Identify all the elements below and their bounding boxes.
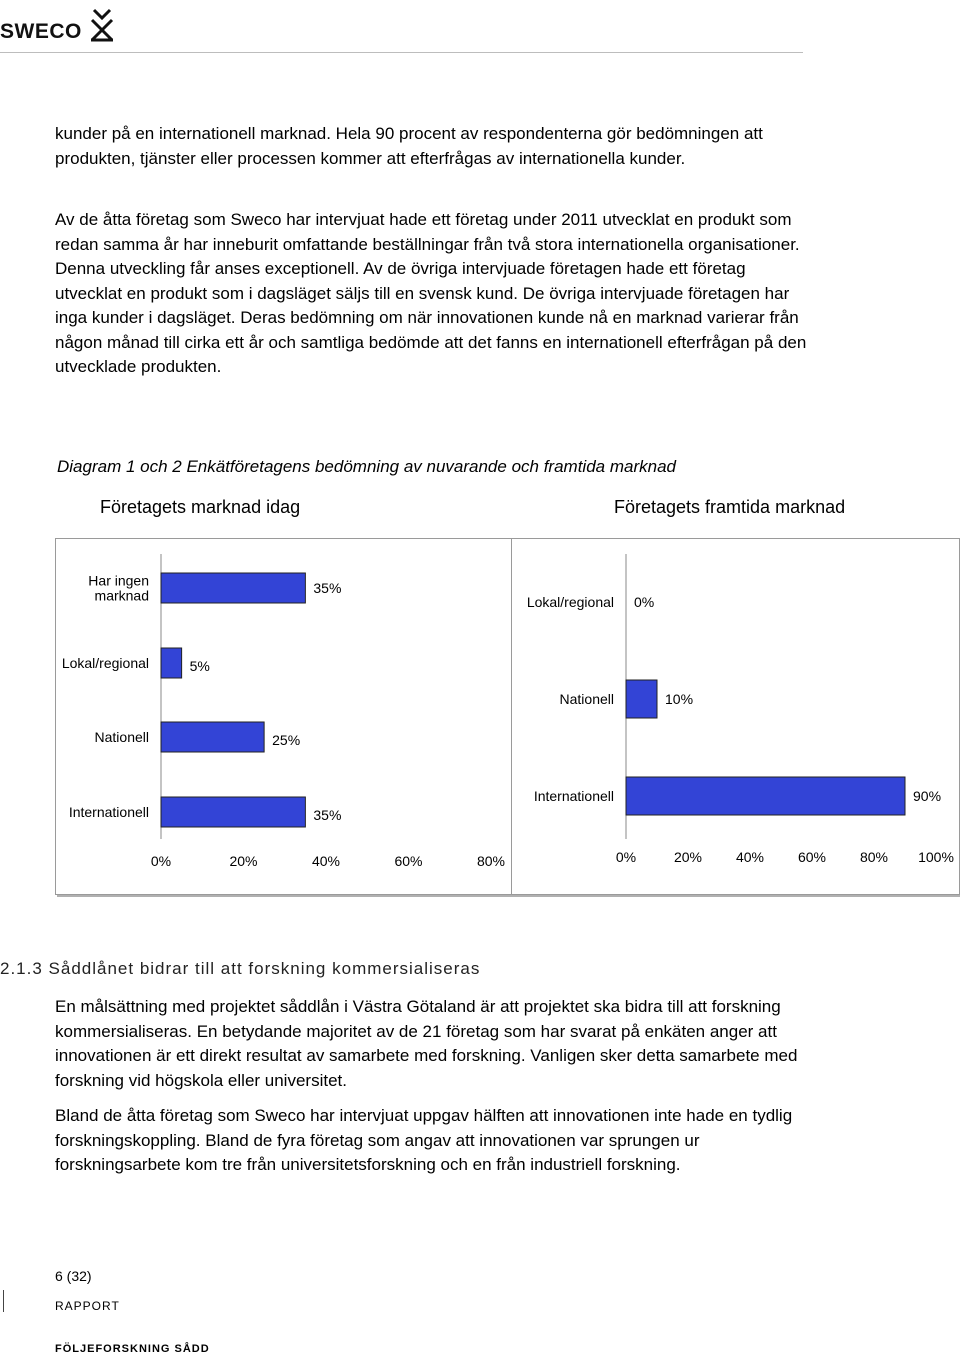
chart1-bar-1 <box>626 680 657 718</box>
chart0-category-label-3: Internationell <box>68 804 149 820</box>
chart0-tick-label-0: 0% <box>150 853 172 869</box>
chart0-bar-2 <box>161 722 264 752</box>
chart0-tick-label-1: 20% <box>229 853 258 869</box>
bar-charts <box>56 539 959 894</box>
footer-mark <box>3 1290 4 1312</box>
chart0-category-label-0: Har ingen marknad <box>88 572 149 604</box>
paragraph-intro: kunder på en internationell marknad. Hela 90 procent av respondenterna gör bedömningen att produkten, tjänster eller processen kommer att efterfrågas av internationella kunder. <box>55 124 763 168</box>
chart1-category-label-2: Internationell <box>533 788 614 804</box>
figure-caption: Diagram 1 och 2 Enkätföretagens bedömning av nuvarande och framtida marknad <box>57 457 676 476</box>
chart0-category-label-2: Nationell <box>94 729 149 745</box>
header-divider <box>0 52 803 53</box>
chart1-tick-label-1: 20% <box>673 849 703 865</box>
chart1-bar-2 <box>626 777 905 815</box>
document-type: RAPPORT <box>55 1299 120 1313</box>
sweco-logo <box>0 4 120 44</box>
chart0-bar-0 <box>161 573 305 603</box>
project-name: FÖLJEFORSKNING SÅDD <box>55 1343 210 1355</box>
chart0-value-label-0: 35% <box>313 580 342 596</box>
paragraph-section-2: Bland de åtta företag som Sweco har intervjuat uppgav hälften att innovationen inte hade en tydlig forskningskoppling. Bland de fyra företag som angav att innovationen var sprungen ur forskningsarbete kom tre från universitetsforskning och en från industriell forskning. <box>55 1106 793 1174</box>
chart1-tick-label-0: 0% <box>615 849 637 865</box>
chart1-value-label-0: 0% <box>634 594 655 610</box>
chart0-bar-3 <box>161 797 305 827</box>
chart1-category-label-0: Lokal/regional <box>526 594 614 610</box>
section-heading: 2.1.3 Såddlånet bidrar till att forskning kommersialiseras <box>0 959 481 978</box>
chart0-value-label-3: 35% <box>313 807 342 823</box>
chart1-tick-label-5: 100% <box>918 849 954 865</box>
paragraph-interviews: Av de åtta företag som Sweco har intervjuat hade ett företag under 2011 utvecklat en produkt som redan samma år har inneburit omfattande beställningar från två stora internationella organisationer. Denna utveckling får anses exceptionell. Av de övriga intervjuade företagen hade ett företag utvecklat en produkt som i dagsläget säljs till en svensk kund. De övriga intervjuade företagen har inga kunder i dagsläget. Deras bedömning om när innovationen kunde nå en marknad varierar från någon månad till cirka ett år och samtliga bedömde att det fanns en internationell efterfrågan på den utvecklade produkten. <box>55 210 807 376</box>
chart-title-current: Företagets marknad idag <box>100 497 301 517</box>
chart1-category-label-1: Nationell <box>559 691 614 707</box>
chart1-tick-label-4: 80% <box>859 849 889 865</box>
paragraph-section-1: En målsättning med projektet såddlån i Västra Götaland är att projektet ska bidra till att forskning kommersialiseras. En betydande majoritet av de 21 företag som har svarat på enkäten anger att innovationen är ett direkt resultat av samarbete med forskning. Vanligen sker detta samarbete med forskning vid högskola eller universitet. <box>55 997 798 1090</box>
chart-panel <box>55 538 960 895</box>
chart1-tick-label-2: 40% <box>735 849 765 865</box>
chart0-value-label-1: 5% <box>189 658 210 674</box>
page-number: 6 (32) <box>55 1268 92 1284</box>
chart1-value-label-1: 10% <box>665 691 694 707</box>
chart0-category-label-1: Lokal/regional <box>61 655 149 671</box>
logo-text: SWECO <box>0 20 82 43</box>
sweco-symbol-icon <box>88 6 116 42</box>
chart-panel-divider <box>511 539 512 894</box>
chart0-bar-1 <box>161 648 182 678</box>
chart0-tick-label-2: 40% <box>311 853 341 869</box>
chart0-value-label-2: 25% <box>272 732 301 748</box>
chart1-tick-label-3: 60% <box>797 849 827 865</box>
chart-title-future: Företagets framtida marknad <box>614 497 846 517</box>
chart1-value-label-2: 90% <box>913 788 942 804</box>
chart0-tick-label-4: 80% <box>476 853 506 869</box>
chart0-tick-label-3: 60% <box>394 853 423 869</box>
